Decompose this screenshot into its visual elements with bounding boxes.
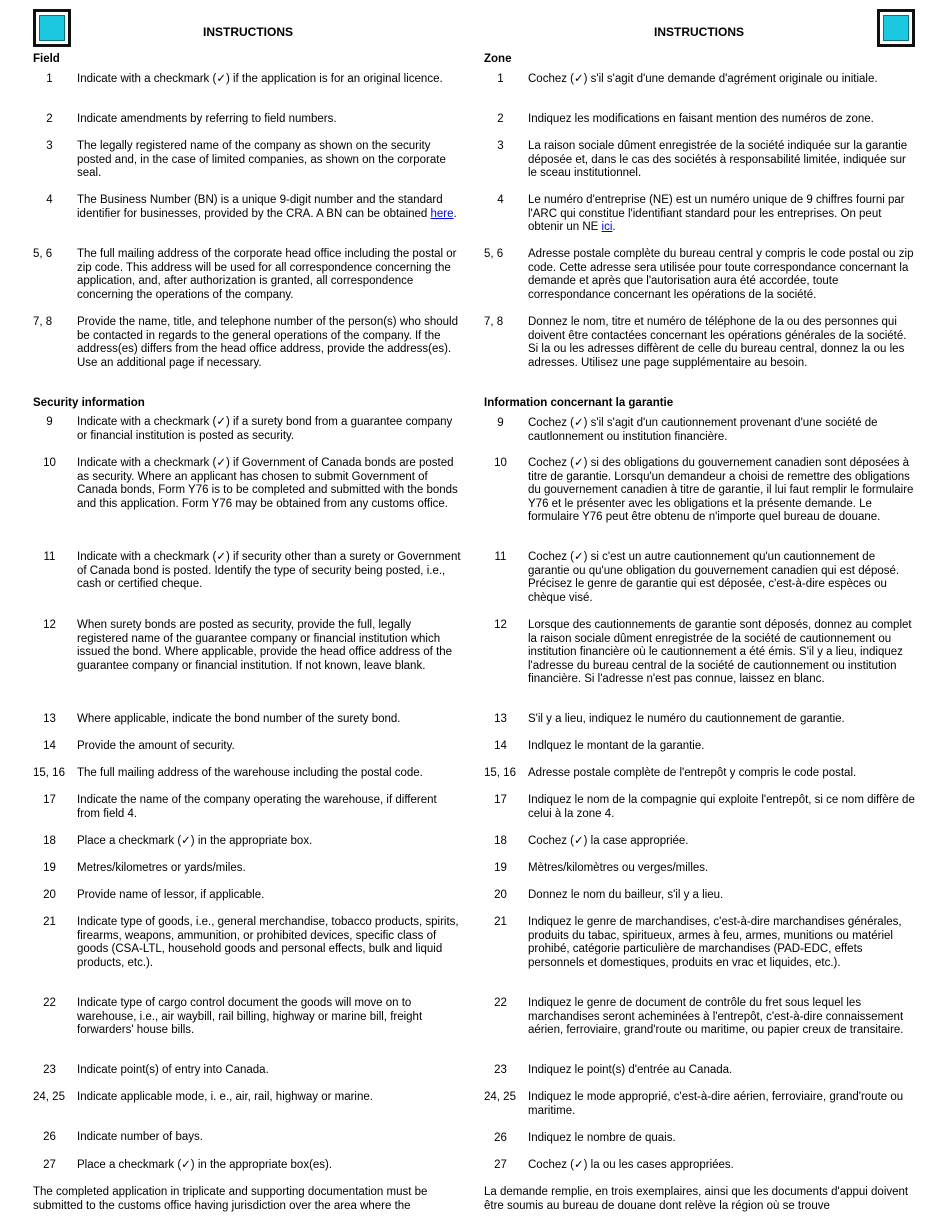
instruction-text: Indicate amendments by referring to field numbers. (77, 113, 337, 125)
field-number: 3 (46, 140, 53, 152)
instruction-text: Place a checkmark (✓) in the appropriate box(es). (77, 1159, 333, 1171)
instruction-text: Indicate type of goods, i.e., general merchandise, tobacco products, spirits, firearms, weapons, ammunition, or prohibited devices, specific class of goods (CSA-LTL, household goods and personal effects, bulk and liquid products, etc.). (77, 916, 459, 969)
instruction-text: Donnez le nom, titre et numéro de téléphone de la ou des personnes qui doivent être contactées concernant les opérations générales de la société. Si la ou les adresses diffèrent de celle du bureau central, donnez la ou les adresses. Utilisez une page supplémentaire au besoin. (528, 316, 907, 369)
field-number: 10 (43, 457, 56, 469)
field-number: 26 (43, 1131, 56, 1143)
field-number: 21 (494, 916, 507, 928)
field-number: 2 (497, 113, 504, 125)
instruction-text: Indicate with a checkmark (✓) if Government of Canada bonds are posted as security. Where an applicant has chosen to submit Government of Canada bonds, Form Y76 is to be completed and submitted with the bonds and this application. Form Y76 may be obtained from any customs office. (77, 457, 458, 510)
field-number: 22 (494, 997, 507, 1009)
field-number: 20 (43, 889, 56, 901)
instruction-text: The full mailing address of the corporate head office including the postal or zip code. This address will be used for all correspondence concerning the application, and, after authorization is granted, all correspondence concerning the operations of the company. (77, 248, 457, 301)
bn-text-end: . (612, 221, 616, 233)
field-number: 9 (497, 417, 504, 429)
bn-text: Le numéro d'entreprise (NE) est un numéro unique de 9 chiffres fourni par l'ARC qui constitue l'identifiant standard pour les entreprises. On peut obtenir un NE (528, 194, 905, 233)
field-number: 11 (494, 551, 507, 563)
field-number: 5, 6 (484, 248, 504, 260)
field-number: 9 (46, 416, 53, 428)
instruction-text: Indiquez le genre de document de contrôle du fret sous lequel les marchandises seront acheminées à l'entrepôt, c'est-à-dire connaissement aérien, ferroviaire, grand'route ou maritime, ou papier creux de transitaire. (528, 997, 904, 1036)
field-number: 18 (43, 835, 56, 847)
instruction-text: Indicate point(s) of entry into Canada. (77, 1064, 269, 1076)
field-number: 13 (43, 713, 56, 725)
instruction-text (528, 194, 916, 235)
security-heading: Security information (33, 397, 145, 409)
bn-link[interactable]: ici (601, 221, 613, 233)
field-number: 17 (494, 794, 507, 806)
instruction-text: Cochez (✓) si c'est un autre cautionnement qu'un cautionnement de garantie ou qu'une obligation du gouvernement canadien qui est déposé. Précisez le genre de garantie qui est déposée, c'est-à-dire espèces ou chèque visé. (528, 551, 900, 604)
field-number: 15, 16 (484, 767, 516, 779)
field-number: 2 (46, 113, 53, 125)
field-number: 27 (494, 1159, 507, 1171)
instruction-text: Indiquez les modifications en faisant mention des numéros de zone. (528, 113, 874, 125)
instruction-text: Cochez (✓) la case appropriée. (528, 835, 689, 847)
instruction-text: Indiquez le nombre de quais. (528, 1132, 676, 1144)
field-number: 27 (43, 1159, 56, 1171)
instruction-text: Indicate number of bays. (77, 1131, 203, 1143)
instruction-text: When surety bonds are posted as security, provide the full, legally registered name of the guarantee company or financial institution which issued the bond. Where applicable, provide the head office address of the guarantee company or financial institution. If not known, leave blank. (77, 619, 453, 672)
field-number: 21 (43, 916, 56, 928)
field-number: 4 (497, 194, 504, 206)
field-number: 4 (46, 194, 53, 206)
instruction-text: Adresse postale complète du bureau central y compris le code postal ou zip code. Cette adresse sera utilisée pour toute correspondance concernant la demande et après que l'autorisation aura été accordée, toute correspondance concernant les opérations de la société. (528, 248, 914, 301)
security-heading: Information concernant la garantie (484, 397, 674, 409)
instruction-text: Lorsque des cautionnements de garantie sont déposés, donnez au complet la raison sociale dûment enregistrée de la société de cautionnement ou institution financière où le cautionnement a été émis. S'il y a lieu, indiquez l'adresse du bureau central de la société de cautionnement ou institution financière. Si l'adresse n'est pas connue, laissez en blanc. (528, 619, 912, 685)
instruction-text: Indiquez le genre de marchandises, c'est-à-dire marchandises générales, produits du tabac, spiritueux, armes à feu, armes, munitions ou matériel prohibé, catégorie particulière de marchandises (PAD-EDC, effets personnels et domestiques, produits en vrac et liquides, etc.). (528, 916, 902, 969)
instruction-text: Provide the amount of security. (77, 740, 235, 752)
instruction-text: Donnez le nom du bailleur, s'il y a lieu. (528, 889, 724, 901)
field-number: 15, 16 (33, 767, 65, 779)
field-number: 12 (494, 619, 507, 631)
field-number: 23 (494, 1064, 507, 1076)
instruction-text: Cochez (✓) s'il s'agit d'un cautionnement provenant d'une société de cautlonnement ou institution financière. (528, 417, 878, 443)
field-number: 18 (494, 835, 507, 847)
instruction-text: Cochez (✓) si des obligations du gouvernement canadien sont déposées à titre de garantie. Lorsqu'un demandeur a choisi de remettre des obligations du gouvernement canadien à titre de garantie, il lui faut remplir le formulaire Y76 et le présenter avec les obligations et la présente demande. Le formulaire Y76 peut être obtenu de n'importe quel bureau de douane. (528, 457, 914, 523)
instruction-text: Indicate with a checkmark (✓) if a surety bond from a guarantee company or financial institution is posted as security. (77, 416, 453, 442)
instruction-text: The legally registered name of the company as shown on the security posted and, in the case of limited companies, as shown on the corporate seal. (77, 140, 446, 179)
submission-note: La demande remplie, en trois exemplaires, ainsi que les documents d'appui doivent être soumis au bureau de douane dont relève la région où se trouve (484, 1186, 909, 1212)
field-number: 1 (46, 73, 53, 85)
field-number: 7, 8 (484, 316, 504, 328)
field-number: 11 (43, 551, 56, 563)
instruction-text: S'il y a lieu, indiquez le numéro du cautionnement de garantie. (528, 713, 845, 725)
field-heading: Field (33, 53, 60, 65)
page-title: INSTRUCTIONS (203, 25, 293, 39)
field-number: 12 (43, 619, 56, 631)
corner-marker-left (33, 9, 71, 47)
field-number: 17 (43, 794, 56, 806)
field-number: 22 (43, 997, 56, 1009)
instruction-text: La raison sociale dûment enregistrée de la société indiquée sur la garantie déposée et, dans le cas des sociétés à responsabilité limitée, indiquée sur le sceau institutionnel. (528, 140, 908, 179)
instruction-text: Metres/kilometres or yards/miles. (77, 862, 246, 874)
instruction-text: Where applicable, indicate the bond number of the surety bond. (77, 713, 401, 725)
instruction-text: Indiquez le point(s) d'entrée au Canada. (528, 1064, 733, 1076)
field-number: 19 (43, 862, 56, 874)
instruction-text: Indicate with a checkmark (✓) if the application is for an original licence. (77, 73, 443, 85)
bn-text: The Business Number (BN) is a unique 9-digit number and the standard identifier for businesses, provided by the CRA. A BN can be obtained (77, 194, 443, 220)
submission-note: The completed application in triplicate and supporting documentation must be submitted to the customs office having jurisdiction over the area where the (33, 1186, 428, 1212)
instruction-text: Provide the name, title, and telephone number of the person(s) who should be contacted in regards to the general operations of the company. If the address(es) differs from the head office address, provide the address(es). Use an additional page if necessary. (77, 316, 459, 369)
instruction-text: Cochez (✓) s'il s'agit d'une demande d'agrément originale ou initiale. (528, 73, 878, 85)
field-number: 5, 6 (33, 248, 53, 260)
instruction-text: Indicate applicable mode, i. e., air, rail, highway or marine. (77, 1091, 373, 1103)
instruction-text: Adresse postale complète de l'entrepôt y compris le code postal. (528, 767, 857, 779)
instruction-text: Mètres/kilomètres ou verges/milles. (528, 862, 709, 874)
field-number: 14 (494, 740, 507, 752)
instruction-text: Place a checkmark (✓) in the appropriate box. (77, 835, 313, 847)
field-number: 1 (497, 73, 504, 85)
instruction-text: Provide name of lessor, if applicable. (77, 889, 265, 901)
field-number: 23 (43, 1064, 56, 1076)
instruction-text: Indiquez le nom de la compagnie qui exploite l'entrepôt, si ce nom diffère de celui à la zone 4. (528, 794, 915, 820)
bn-link[interactable]: here (430, 207, 454, 220)
field-heading: Zone (484, 53, 512, 65)
instruction-text: Indlquez le montant de la garantie. (528, 740, 705, 752)
field-number: 10 (494, 457, 507, 469)
bn-text-end: . (453, 207, 457, 220)
page-title: INSTRUCTIONS (654, 25, 744, 39)
instruction-text: Indiquez le mode approprié, c'est-à-dire aérien, ferroviaire, grand'route ou maritime. (528, 1091, 904, 1117)
field-number: 19 (494, 862, 507, 874)
field-number: 24, 25 (484, 1091, 516, 1103)
instruction-text: Indicate with a checkmark (✓) if security other than a surety or Government of Canada bond is posted. Identify the type of security being posted, i.e., cash or certified cheque. (77, 551, 461, 590)
field-number: 20 (494, 889, 507, 901)
field-number: 24, 25 (33, 1091, 65, 1103)
field-number: 13 (494, 713, 507, 725)
field-number: 7, 8 (33, 316, 53, 328)
instruction-text: Cochez (✓) la ou les cases appropriées. (528, 1159, 734, 1171)
instruction-text: The full mailing address of the warehouse including the postal code. (77, 767, 423, 779)
field-number: 14 (43, 740, 56, 752)
field-number: 26 (494, 1132, 507, 1144)
instruction-text: Indicate type of cargo control document the goods will move on to warehouse, i.e., air waybill, rail billing, highway or marine bill, freight forwarders' house bills. (77, 997, 423, 1036)
instruction-text: Indicate the name of the company operating the warehouse, if different from field 4. (77, 794, 437, 820)
field-number: 3 (497, 140, 504, 152)
corner-marker-right (877, 9, 915, 47)
instruction-text (77, 194, 461, 221)
